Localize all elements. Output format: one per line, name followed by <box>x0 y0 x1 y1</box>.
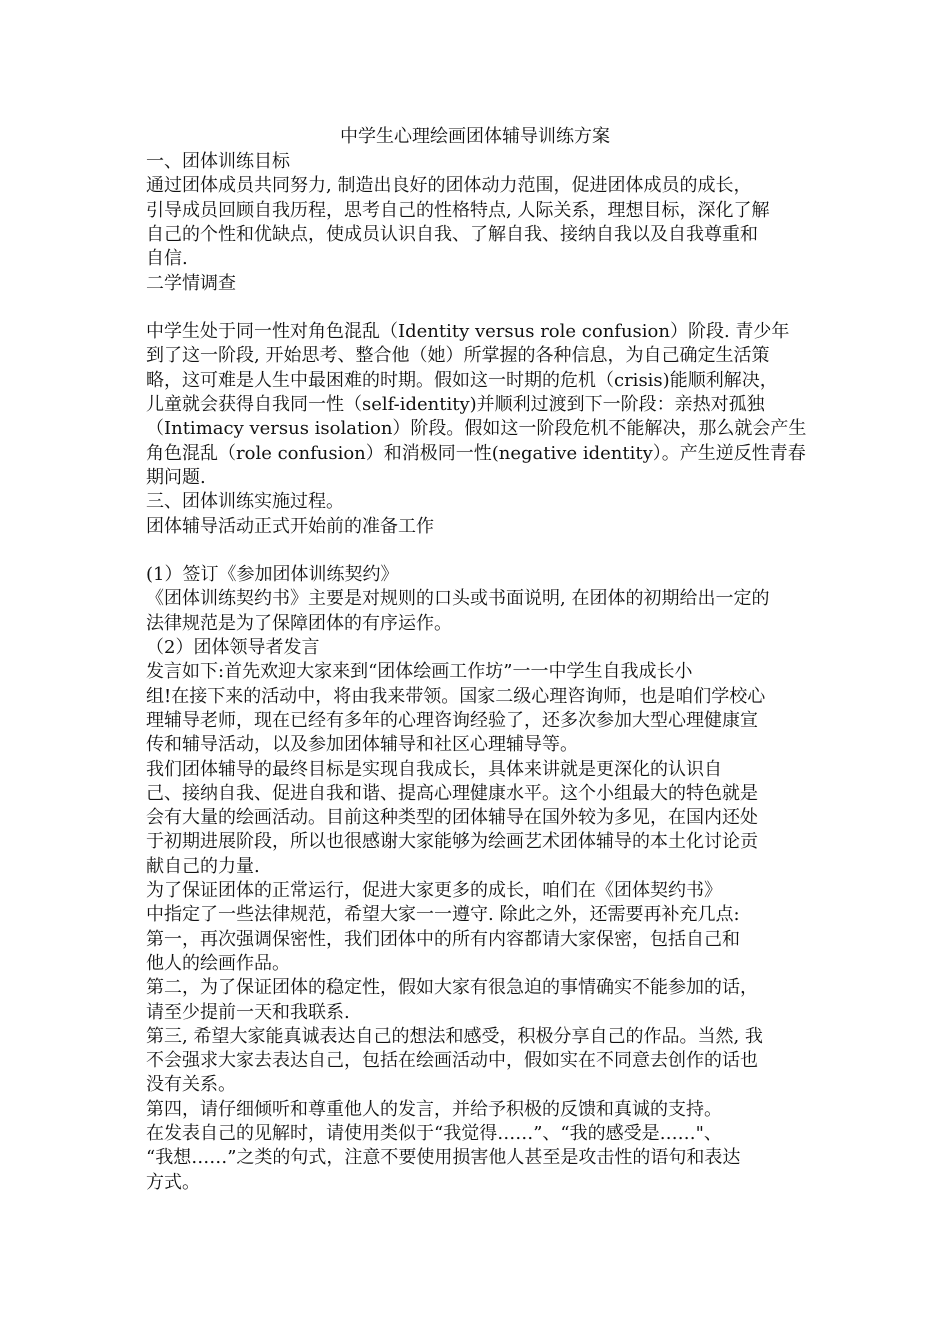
text-line: 我们团体辅导的最终目标是实现自我成长，具体来讲就是更深化的认识自 <box>146 759 722 780</box>
text-line: 二学情调查 <box>146 273 236 294</box>
text-line: 方式。 <box>146 1172 200 1193</box>
text-line: 不会强求大家去表达自己，包括在绘画活动中，假如实在不同意去创作的话也 <box>146 1050 758 1071</box>
text-line: 儿童就会获得自我同一性（self-identity)并顺利过渡到下一阶段：亲热对孤独 <box>146 394 765 415</box>
text-line: 请至少提前一天和我联系. <box>146 1002 350 1023</box>
text-line: 己、接纳自我、促进自我和谐、提高心理健康水平。这个小组最大的特色就是 <box>146 783 758 804</box>
text-line: 中指定了一些法律规范，希望大家一一遵守. 除此之外，还需要再补充几点: <box>146 904 740 925</box>
page-title: 中学生心理绘画团体辅导训练方案 <box>340 126 610 147</box>
text-line: 自信. <box>146 248 188 269</box>
text-line: 没有关系。 <box>146 1074 236 1095</box>
text-line: 《团体训练契约书》主要是对规则的口头或书面说明, 在团体的初期给出一定的 <box>146 588 770 609</box>
text-line: 献自己的力量. <box>146 856 260 877</box>
text-line: 角色混乱（role confusion）和消极同一性(negative identity）。产生逆反性青春 <box>146 443 806 464</box>
text-line: 发言如下:首先欢迎大家来到“团体绘画工作坊”一一中学生自我成长小 <box>146 661 693 682</box>
text-line: （Intimacy versus isolation）阶段。假如这一阶段危机不能解决，那么就会产生 <box>146 418 807 439</box>
text-line: 一、团体训练目标 <box>146 151 290 172</box>
text-line: 自己的个性和优缺点，使成员认识自我、了解自我、接纳自我以及自我尊重和 <box>146 224 758 245</box>
text-line: 法律规范是为了保障团体的有序运作。 <box>146 613 452 634</box>
text-line: 于初期进展阶段，所以也很感谢大家能够为绘画艺术团体辅导的本土化讨论贡 <box>146 831 758 852</box>
text-line: 团体辅导活动正式开始前的准备工作 <box>146 516 434 537</box>
text-line: 理辅导老师，现在已经有多年的心理咨询经验了，还多次参加大型心理健康宣 <box>146 710 758 731</box>
text-line: 为了保证团体的正常运行，促进大家更多的成长，咱们在《团体契约书》 <box>146 880 722 901</box>
text-line: (1）签订《参加团体训练契约》 <box>146 564 399 585</box>
text-line: 第四，请仔细倾听和尊重他人的发言，并给予积极的反馈和真诚的支持。 <box>146 1099 722 1120</box>
text-line: 期问题. <box>146 467 206 488</box>
text-line: 第二，为了保证团体的稳定性，假如大家有很急迫的事情确实不能参加的话， <box>146 977 758 998</box>
text-line: 引导成员回顾自我历程，思考自己的性格特点, 人际关系，理想目标，深化了解 <box>146 200 770 221</box>
text-line: 传和辅导活动，以及参加团体辅导和社区心理辅导等。 <box>146 734 578 755</box>
text-line: 在发表自己的见解时，请使用类似于“我觉得……”、“我的感受是……"、 <box>146 1123 722 1144</box>
text-line: 通过团体成员共同努力, 制造出良好的团体动力范围，促进团体成员的成长， <box>146 175 752 196</box>
text-line: 中学生处于同一性对角色混乱（Identity versus role confusion）阶段. 青少年 <box>146 321 790 342</box>
text-line: “我想……”之类的句式，注意不要使用损害他人甚至是攻击性的语句和表达 <box>146 1147 741 1168</box>
text-line: 略，这可难是人生中最困难的时期。假如这一时期的危机（crisis)能顺利解决， <box>146 370 778 391</box>
text-line: （2）团体领导者发言 <box>146 637 320 658</box>
text-line: 第三, 希望大家能真诚表达自己的想法和感受，积极分享自己的作品。当然, 我 <box>146 1026 763 1047</box>
text-line: 到了这一阶段, 开始思考、整合他（她）所掌握的各种信息，为自己确定生活策 <box>146 345 770 366</box>
text-line: 会有大量的绘画活动。目前这种类型的团体辅导在国外较为多见，在国内还处 <box>146 807 758 828</box>
text-line: 三、团体训练实施过程。 <box>146 491 344 512</box>
text-line: 他人的绘画作品。 <box>146 953 290 974</box>
text-line: 第一，再次强调保密性，我们团体中的所有内容都请大家保密，包括自己和 <box>146 929 740 950</box>
text-line: 组!在接下来的活动中，将由我来带领。国家二级心理咨询师，也是咱们学校心 <box>146 686 766 707</box>
